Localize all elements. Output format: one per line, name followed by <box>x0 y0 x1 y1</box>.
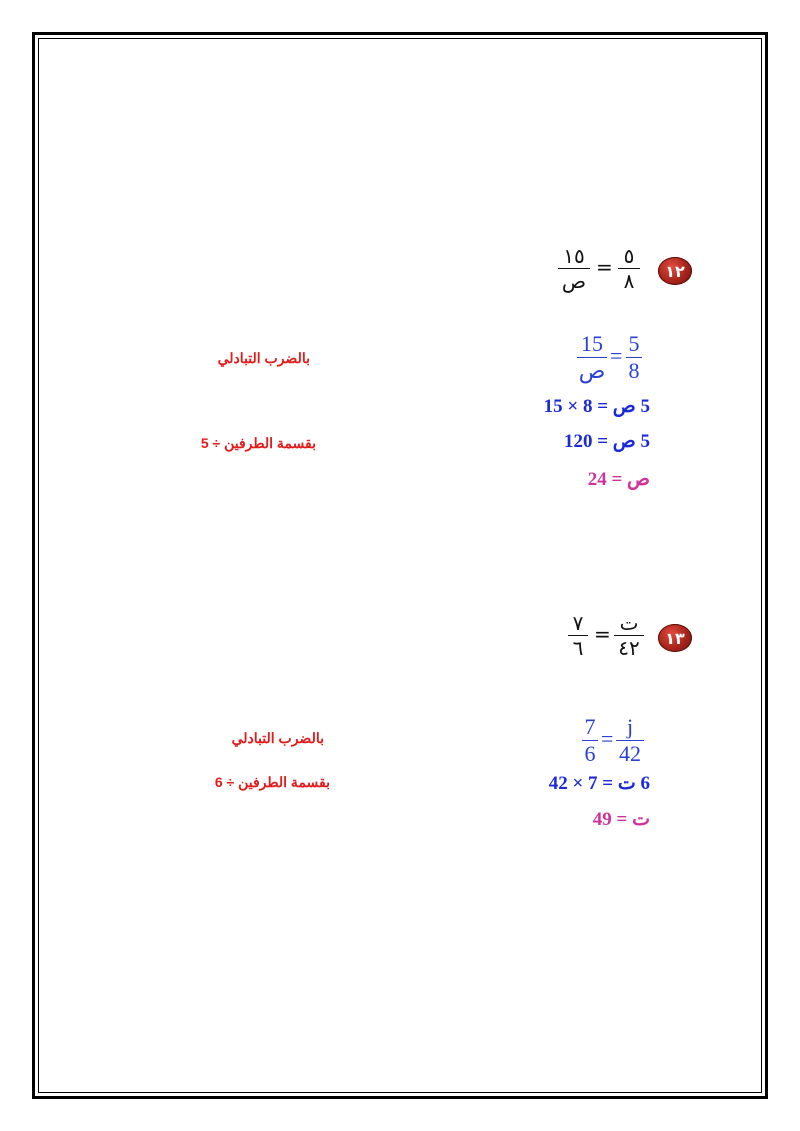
problem-12-step-3: ص = 24 <box>587 469 650 490</box>
fraction-denominator: ص <box>578 358 606 383</box>
problem-12-given-left-fraction <box>558 246 590 291</box>
fraction-numerator: 5 <box>628 331 640 356</box>
fraction-numerator: ١٥ <box>563 244 585 268</box>
fraction-denominator: ٦ <box>572 636 584 660</box>
problem-13-note-1: بالضرب التبادلي <box>231 730 324 746</box>
problem-12-note-1: بالضرب التبادلي <box>217 350 310 366</box>
problem-12-given-right-fraction <box>618 246 640 291</box>
problem-13-badge: ١٣ <box>658 624 692 652</box>
fraction-denominator: ٨ <box>623 269 635 293</box>
problem-13-note-2: بقسمة الطرفين ÷ 6 <box>214 774 330 790</box>
fraction-numerator: ت <box>619 611 639 635</box>
fraction-numerator: ٥ <box>623 244 635 268</box>
problem-13-step-1: 6 ت = 7 × 42 <box>548 773 650 794</box>
fraction-denominator: ص <box>561 269 587 293</box>
fraction-denominator: ٤٢ <box>618 636 640 660</box>
problem-12-note-2: بقسمة الطرفين ÷ 5 <box>200 435 316 451</box>
problem-13-given-equals: = <box>594 622 611 646</box>
fraction-numerator: ٧ <box>572 611 584 635</box>
problem-13-setup-left-fraction <box>582 716 598 765</box>
problem-13-given-right-fraction <box>614 613 644 658</box>
fraction-denominator: 8 <box>628 358 640 383</box>
problem-13-given-left-fraction <box>568 613 588 658</box>
page-border-inner <box>38 38 762 1093</box>
problem-12-given-equals: = <box>596 255 613 279</box>
problem-12-setup-right-fraction <box>626 333 642 382</box>
problem-12-step-2: 5 ص = 120 <box>563 431 650 452</box>
problem-13-setup-right-fraction <box>616 716 644 765</box>
fraction-numerator: 15 <box>581 331 603 356</box>
problem-12-step-1: 5 ص = 8 × 15 <box>543 396 650 417</box>
fraction-denominator: 6 <box>584 741 596 766</box>
problem-13-setup-equals: = <box>601 726 614 751</box>
problem-12-setup-left-fraction <box>577 333 607 382</box>
problem-13-step-2: ت = 49 <box>592 809 650 830</box>
fraction-numerator: j <box>626 714 634 739</box>
problem-12-setup-equals: = <box>610 343 623 368</box>
fraction-numerator: 7 <box>584 714 596 739</box>
fraction-denominator: 42 <box>619 741 641 766</box>
problem-12-badge: ١٢ <box>658 257 692 285</box>
